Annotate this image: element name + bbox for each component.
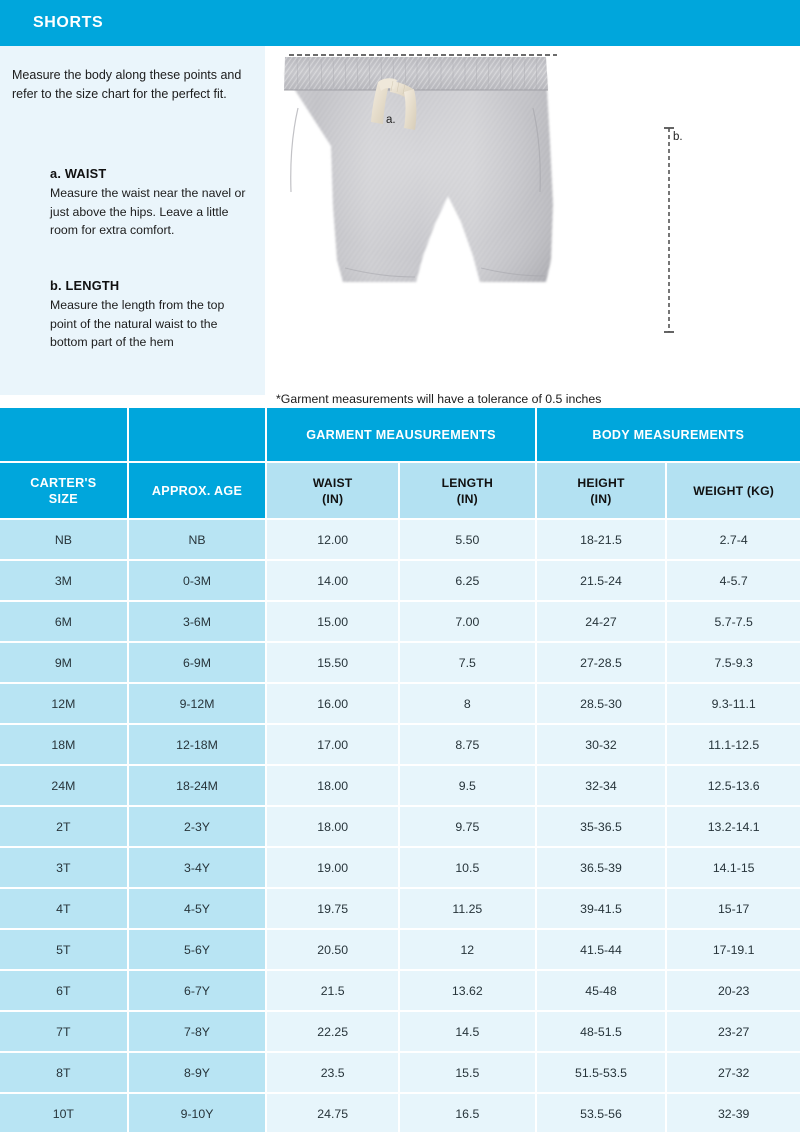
cell-weight: 4-5.7 — [667, 561, 800, 600]
cell-waist: 14.00 — [267, 561, 398, 600]
cell-height: 51.5-53.5 — [537, 1053, 666, 1092]
table-row — [0, 684, 800, 723]
cell-waist: 20.50 — [267, 930, 398, 969]
cell-weight: 9.3-11.1 — [667, 684, 800, 723]
table-subheader-row — [0, 463, 800, 518]
length-instruction-body: Measure the length from the top point of the natural waist to the bottom part of the hem — [50, 298, 225, 349]
page-header — [0, 0, 800, 46]
cell-size: 4T — [0, 889, 127, 928]
column-header-weight: WEIGHT (KG) — [667, 463, 800, 518]
cell-weight: 27-32 — [667, 1053, 800, 1092]
group-header-garment: GARMENT MEAUSUREMENTS — [267, 408, 534, 461]
cell-weight: 7.5-9.3 — [667, 643, 800, 682]
cell-size: 2T — [0, 807, 127, 846]
label-a: a. — [386, 114, 396, 126]
table-row — [0, 1012, 800, 1051]
table-group-header-row — [0, 408, 800, 461]
page-title: SHORTS — [33, 14, 104, 31]
cell-waist: 17.00 — [267, 725, 398, 764]
cell-length: 8.75 — [400, 725, 535, 764]
cell-age: 12-18M — [129, 725, 266, 764]
cell-weight: 11.1-12.5 — [667, 725, 800, 764]
table-body — [0, 520, 800, 1132]
cell-waist: 22.25 — [267, 1012, 398, 1051]
tolerance-note: *Garment measurements will have a tolerance of 0.5 inches — [276, 392, 602, 406]
cell-age: 7-8Y — [129, 1012, 266, 1051]
cell-size: 6T — [0, 971, 127, 1010]
cell-weight: 23-27 — [667, 1012, 800, 1051]
table-row — [0, 971, 800, 1010]
column-header-length-line2: (IN) — [456, 491, 478, 506]
cell-height: 35-36.5 — [537, 807, 666, 846]
cell-weight: 13.2-14.1 — [667, 807, 800, 846]
waistband — [284, 57, 548, 90]
cell-age: 3-4Y — [129, 848, 266, 887]
cell-age: 9-10Y — [129, 1094, 266, 1132]
column-header-waist-line1: WAIST — [312, 475, 353, 490]
intro-text: Measure the body along these points and refer to the size chart for the perfect fit. — [12, 68, 242, 101]
cell-length: 16.5 — [400, 1094, 535, 1132]
table-row — [0, 1094, 800, 1132]
cell-weight: 5.7-7.5 — [667, 602, 800, 641]
cell-size: 3T — [0, 848, 127, 887]
group-header-body: BODY MEASUREMENTS — [537, 408, 800, 461]
cell-weight: 20-23 — [667, 971, 800, 1010]
cell-waist: 12.00 — [267, 520, 398, 559]
cell-waist: 15.00 — [267, 602, 398, 641]
cell-height: 39-41.5 — [537, 889, 666, 928]
cell-height: 48-51.5 — [537, 1012, 666, 1051]
cell-weight: 12.5-13.6 — [667, 766, 800, 805]
cell-weight: 15-17 — [667, 889, 800, 928]
cell-size: 7T — [0, 1012, 127, 1051]
cell-length: 13.62 — [400, 971, 535, 1010]
cell-age: 5-6Y — [129, 930, 266, 969]
instructions-sidebar — [0, 46, 265, 395]
waist-instruction-body: Measure the waist near the navel or just above the hips. Leave a little room for extra comfort. — [50, 186, 246, 237]
column-header-length-line1: LENGTH — [441, 475, 493, 490]
cell-length: 12 — [400, 930, 535, 969]
column-header-height-line2: (IN) — [590, 491, 612, 506]
cell-height: 24-27 — [537, 602, 666, 641]
column-header-height-line1: HEIGHT — [577, 475, 625, 490]
column-header-waist — [267, 463, 398, 518]
cell-height: 41.5-44 — [537, 930, 666, 969]
table-row — [0, 889, 800, 928]
column-header-size — [0, 463, 127, 518]
cell-size: 24M — [0, 766, 127, 805]
cell-size: 10T — [0, 1094, 127, 1132]
table-row — [0, 766, 800, 805]
cell-height: 18-21.5 — [537, 520, 666, 559]
cell-height: 36.5-39 — [537, 848, 666, 887]
cell-age: 6-9M — [129, 643, 266, 682]
column-header-size-line2: SIZE — [48, 491, 78, 506]
cell-age: 6-7Y — [129, 971, 266, 1010]
cell-length: 15.5 — [400, 1053, 535, 1092]
table-row — [0, 725, 800, 764]
garment-illustration — [265, 46, 800, 395]
cell-age: 18-24M — [129, 766, 266, 805]
column-header-size-line1: CARTER'S — [30, 475, 97, 490]
cell-length: 11.25 — [400, 889, 535, 928]
cell-height: 32-34 — [537, 766, 666, 805]
cell-size: 8T — [0, 1053, 127, 1092]
cell-waist: 18.00 — [267, 766, 398, 805]
table-row — [0, 561, 800, 600]
cell-age: 4-5Y — [129, 889, 266, 928]
cell-size: 9M — [0, 643, 127, 682]
cell-length: 9.5 — [400, 766, 535, 805]
cell-waist: 18.00 — [267, 807, 398, 846]
measure-line-b — [664, 128, 674, 332]
cell-age: 8-9Y — [129, 1053, 266, 1092]
cell-age: 9-12M — [129, 684, 266, 723]
table-row — [0, 807, 800, 846]
cell-length: 6.25 — [400, 561, 535, 600]
group-blank-size — [0, 408, 127, 461]
table-row — [0, 930, 800, 969]
cell-age: NB — [129, 520, 266, 559]
cell-size: NB — [0, 520, 127, 559]
cell-waist: 19.00 — [267, 848, 398, 887]
column-header-waist-line2: (IN) — [322, 491, 344, 506]
cell-height: 21.5-24 — [537, 561, 666, 600]
cell-weight: 2.7-4 — [667, 520, 800, 559]
table-row — [0, 643, 800, 682]
cell-length: 9.75 — [400, 807, 535, 846]
cell-length: 10.5 — [400, 848, 535, 887]
cell-waist: 16.00 — [267, 684, 398, 723]
cell-weight: 17-19.1 — [667, 930, 800, 969]
cell-height: 30-32 — [537, 725, 666, 764]
cell-height: 27-28.5 — [537, 643, 666, 682]
cell-height: 53.5-56 — [537, 1094, 666, 1132]
cell-size: 12M — [0, 684, 127, 723]
size-chart-table — [0, 408, 800, 1132]
cell-length: 5.50 — [400, 520, 535, 559]
cell-size: 5T — [0, 930, 127, 969]
shorts-image — [265, 46, 800, 395]
cell-height: 28.5-30 — [537, 684, 666, 723]
top-section — [0, 46, 800, 408]
cell-waist: 15.50 — [267, 643, 398, 682]
cell-height: 45-48 — [537, 971, 666, 1010]
cell-length: 14.5 — [400, 1012, 535, 1051]
cell-age: 0-3M — [129, 561, 266, 600]
column-header-length — [400, 463, 535, 518]
table-row — [0, 602, 800, 641]
shorts-body — [284, 73, 553, 282]
group-blank-age — [129, 408, 266, 461]
length-instruction-block — [50, 278, 250, 352]
label-b: b. — [673, 131, 683, 143]
cell-size: 6M — [0, 602, 127, 641]
length-instruction-title: b. LENGTH — [50, 278, 120, 293]
column-header-age: APPROX. AGE — [129, 463, 266, 518]
cell-size: 3M — [0, 561, 127, 600]
table-row — [0, 1053, 800, 1092]
cell-size: 18M — [0, 725, 127, 764]
cell-weight: 14.1-15 — [667, 848, 800, 887]
cell-length: 8 — [400, 684, 535, 723]
cell-length: 7.5 — [400, 643, 535, 682]
cell-length: 7.00 — [400, 602, 535, 641]
cell-waist: 21.5 — [267, 971, 398, 1010]
table-row — [0, 520, 800, 559]
cell-age: 3-6M — [129, 602, 266, 641]
cell-waist: 19.75 — [267, 889, 398, 928]
table-row — [0, 848, 800, 887]
column-header-height — [537, 463, 666, 518]
cell-waist: 24.75 — [267, 1094, 398, 1132]
cell-waist: 23.5 — [267, 1053, 398, 1092]
waist-instruction-block — [50, 166, 250, 240]
cell-age: 2-3Y — [129, 807, 266, 846]
cell-weight: 32-39 — [667, 1094, 800, 1132]
waist-instruction-title: a. WAIST — [50, 166, 107, 181]
